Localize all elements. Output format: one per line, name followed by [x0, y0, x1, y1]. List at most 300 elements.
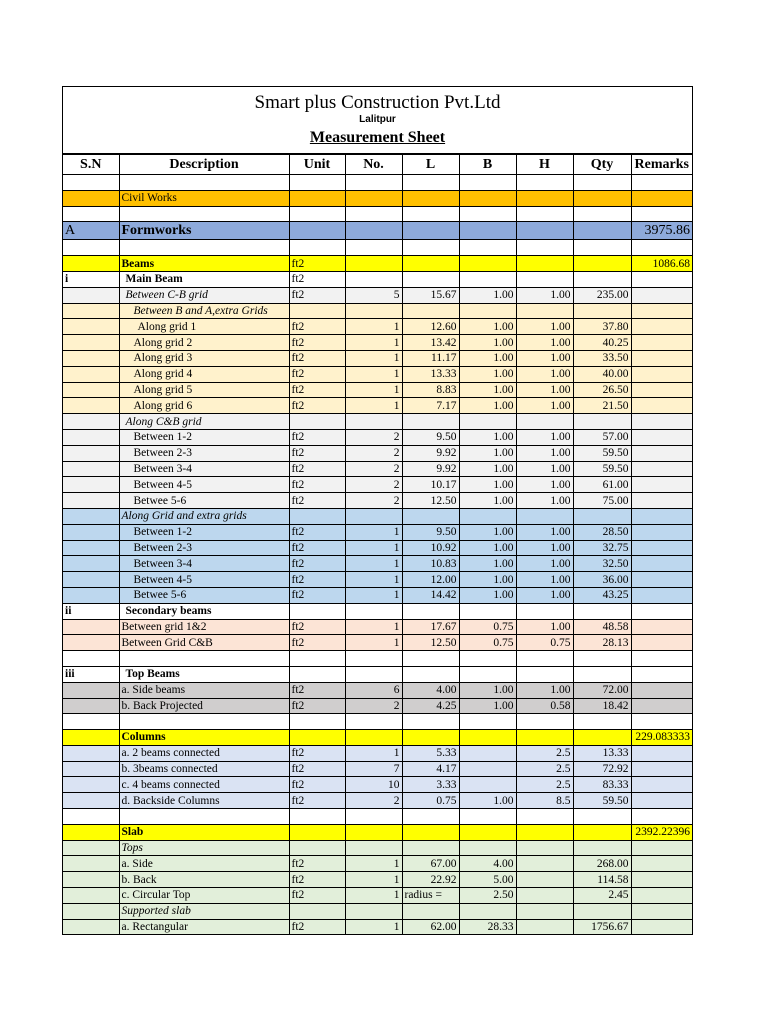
unit-cell: ft2	[289, 287, 345, 303]
unit-cell	[289, 508, 345, 524]
quantity-cell: 40.00	[573, 366, 631, 382]
height-cell: 1.00	[516, 335, 573, 351]
remarks-cell	[631, 698, 692, 714]
table-row	[63, 745, 692, 761]
remarks-cell	[631, 271, 692, 287]
length-cell: 11.17	[402, 350, 459, 366]
description-cell: Between 1-2	[119, 429, 289, 445]
description-cell: Between 3-4	[119, 461, 289, 477]
quantity-cell: 26.50	[573, 382, 631, 398]
description-cell	[119, 206, 289, 222]
height-cell: 1.00	[516, 461, 573, 477]
remarks-cell	[631, 477, 692, 493]
count-cell: 1	[345, 587, 402, 603]
unit-cell	[289, 824, 345, 840]
sn-cell	[63, 856, 119, 872]
count-cell: 2	[345, 493, 402, 509]
count-cell	[345, 271, 402, 287]
table-row	[63, 587, 692, 603]
sn-cell	[63, 730, 119, 746]
unit-cell	[289, 903, 345, 919]
quantity-cell: 43.25	[573, 587, 631, 603]
quantity-cell	[573, 508, 631, 524]
height-cell: 1.00	[516, 382, 573, 398]
quantity-cell	[573, 414, 631, 430]
sn-cell: i	[63, 271, 119, 287]
breadth-cell: 2.50	[459, 888, 516, 904]
count-cell: 1	[345, 635, 402, 651]
sn-cell	[63, 635, 119, 651]
description-cell	[119, 714, 289, 730]
description-cell: c. Circular Top	[119, 888, 289, 904]
breadth-cell: 0.75	[459, 619, 516, 635]
table-row	[63, 777, 692, 793]
description-cell: Betwee 5-6	[119, 587, 289, 603]
description-cell: b. Back	[119, 872, 289, 888]
breadth-cell	[459, 206, 516, 222]
remarks-cell	[631, 398, 692, 414]
table-row	[63, 414, 692, 430]
breadth-cell: 1.00	[459, 524, 516, 540]
quantity-cell: 13.33	[573, 745, 631, 761]
sn-cell	[63, 524, 119, 540]
length-cell: 13.33	[402, 366, 459, 382]
height-cell: 0.75	[516, 635, 573, 651]
sn-cell	[63, 493, 119, 509]
length-cell: 12.50	[402, 635, 459, 651]
length-cell	[402, 603, 459, 619]
table-row	[63, 222, 692, 240]
unit-cell: ft2	[289, 698, 345, 714]
breadth-cell	[459, 256, 516, 272]
table-row	[63, 603, 692, 619]
remarks-cell	[631, 761, 692, 777]
count-cell: 1	[345, 319, 402, 335]
description-cell: a. Rectangular	[119, 919, 289, 935]
height-cell: 1.00	[516, 477, 573, 493]
table-row	[63, 572, 692, 588]
length-cell	[402, 190, 459, 206]
col-header-h: H	[516, 155, 573, 175]
count-cell: 2	[345, 461, 402, 477]
breadth-cell: 4.00	[459, 856, 516, 872]
remarks-cell	[631, 666, 692, 682]
count-cell	[345, 730, 402, 746]
description-cell: b. Back Projected	[119, 698, 289, 714]
sn-cell	[63, 587, 119, 603]
unit-cell: ft2	[289, 761, 345, 777]
sn-cell	[63, 477, 119, 493]
description-cell	[119, 240, 289, 256]
length-cell: 22.92	[402, 872, 459, 888]
height-cell: 1.00	[516, 493, 573, 509]
count-cell	[345, 303, 402, 319]
unit-cell: ft2	[289, 477, 345, 493]
height-cell	[516, 256, 573, 272]
remarks-cell: 229.083333	[631, 730, 692, 746]
length-cell	[402, 240, 459, 256]
sn-cell	[63, 651, 119, 667]
sn-cell	[63, 240, 119, 256]
table-row	[63, 382, 692, 398]
col-header-description: Description	[119, 155, 289, 175]
table-row	[63, 856, 692, 872]
remarks-cell	[631, 587, 692, 603]
col-header-b: B	[459, 155, 516, 175]
sn-cell: iii	[63, 666, 119, 682]
count-cell: 1	[345, 556, 402, 572]
height-cell	[516, 840, 573, 856]
description-cell: Formworks	[119, 222, 289, 240]
height-cell	[516, 651, 573, 667]
unit-cell: ft2	[289, 429, 345, 445]
unit-cell: ft2	[289, 635, 345, 651]
quantity-cell	[573, 222, 631, 240]
table-row	[63, 524, 692, 540]
description-cell: Betwee 5-6	[119, 493, 289, 509]
sn-cell	[63, 556, 119, 572]
height-cell	[516, 190, 573, 206]
breadth-cell: 1.00	[459, 698, 516, 714]
remarks-cell	[631, 190, 692, 206]
quantity-cell: 28.13	[573, 635, 631, 651]
unit-cell: ft2	[289, 556, 345, 572]
col-header-sn: S.N	[63, 155, 119, 175]
count-cell	[345, 824, 402, 840]
count-cell: 1	[345, 872, 402, 888]
breadth-cell: 1.00	[459, 398, 516, 414]
length-cell	[402, 824, 459, 840]
sn-cell	[63, 366, 119, 382]
quantity-cell: 32.75	[573, 540, 631, 556]
table-body	[63, 175, 692, 935]
quantity-cell	[573, 603, 631, 619]
table-row	[63, 793, 692, 809]
quantity-cell	[573, 824, 631, 840]
remarks-cell	[631, 350, 692, 366]
count-cell: 1	[345, 572, 402, 588]
height-cell: 1.00	[516, 682, 573, 698]
description-cell: Between grid 1&2	[119, 619, 289, 635]
quantity-cell	[573, 240, 631, 256]
height-cell	[516, 730, 573, 746]
description-cell: b. 3beams connected	[119, 761, 289, 777]
remarks-cell	[631, 572, 692, 588]
remarks-cell	[631, 635, 692, 651]
quantity-cell	[573, 190, 631, 206]
remarks-cell	[631, 493, 692, 509]
blank-row	[63, 714, 692, 730]
count-cell: 1	[345, 398, 402, 414]
length-cell: 17.67	[402, 619, 459, 635]
height-cell: 1.00	[516, 429, 573, 445]
sn-cell	[63, 445, 119, 461]
length-cell	[402, 222, 459, 240]
count-cell: 2	[345, 698, 402, 714]
table-row	[63, 190, 692, 206]
unit-cell: ft2	[289, 271, 345, 287]
description-cell: Along grid 4	[119, 366, 289, 382]
table-row	[63, 730, 692, 746]
count-cell	[345, 714, 402, 730]
remarks-cell	[631, 872, 692, 888]
length-cell: 0.75	[402, 793, 459, 809]
description-cell: c. 4 beams connected	[119, 777, 289, 793]
remarks-cell: 2392.22396	[631, 824, 692, 840]
remarks-cell	[631, 303, 692, 319]
unit-cell: ft2	[289, 572, 345, 588]
quantity-cell: 21.50	[573, 398, 631, 414]
breadth-cell: 5.00	[459, 872, 516, 888]
height-cell	[516, 414, 573, 430]
quantity-cell	[573, 271, 631, 287]
length-cell	[402, 651, 459, 667]
length-cell: 12.50	[402, 493, 459, 509]
unit-cell	[289, 809, 345, 825]
quantity-cell	[573, 714, 631, 730]
unit-cell: ft2	[289, 493, 345, 509]
length-cell: 12.60	[402, 319, 459, 335]
remarks-cell	[631, 240, 692, 256]
quantity-cell: 59.50	[573, 461, 631, 477]
description-cell: a. Side beams	[119, 682, 289, 698]
length-cell	[402, 840, 459, 856]
remarks-cell	[631, 366, 692, 382]
height-cell	[516, 714, 573, 730]
table-row	[63, 287, 692, 303]
table-row	[63, 256, 692, 272]
sn-cell	[63, 793, 119, 809]
sn-cell	[63, 303, 119, 319]
count-cell	[345, 175, 402, 191]
length-cell: 4.00	[402, 682, 459, 698]
table-row	[63, 824, 692, 840]
quantity-cell: 2.45	[573, 888, 631, 904]
length-cell: 9.50	[402, 524, 459, 540]
description-cell: Main Beam	[119, 271, 289, 287]
remarks-cell	[631, 287, 692, 303]
height-cell: 1.00	[516, 350, 573, 366]
breadth-cell	[459, 824, 516, 840]
description-cell: Between 1-2	[119, 524, 289, 540]
unit-cell	[289, 840, 345, 856]
quantity-cell	[573, 666, 631, 682]
table-row	[63, 666, 692, 682]
breadth-cell: 1.00	[459, 287, 516, 303]
remarks-cell	[631, 603, 692, 619]
blank-row	[63, 240, 692, 256]
description-cell: Civil Works	[119, 190, 289, 206]
sn-cell	[63, 414, 119, 430]
height-cell	[516, 206, 573, 222]
length-cell	[402, 206, 459, 222]
count-cell	[345, 240, 402, 256]
quantity-cell: 59.50	[573, 445, 631, 461]
table-row	[63, 508, 692, 524]
unit-cell: ft2	[289, 682, 345, 698]
length-cell: radius =	[402, 888, 459, 904]
count-cell	[345, 603, 402, 619]
count-cell	[345, 903, 402, 919]
length-cell: 4.25	[402, 698, 459, 714]
quantity-cell	[573, 206, 631, 222]
sn-cell	[63, 745, 119, 761]
height-cell: 1.00	[516, 540, 573, 556]
blank-row	[63, 175, 692, 191]
sn-cell	[63, 319, 119, 335]
measurement-sheet	[62, 86, 693, 935]
company-name: Smart plus Construction Pvt.Ltd	[254, 92, 501, 113]
height-cell: 1.00	[516, 445, 573, 461]
breadth-cell	[459, 761, 516, 777]
column-header-row	[63, 155, 692, 175]
breadth-cell	[459, 714, 516, 730]
count-cell	[345, 414, 402, 430]
breadth-cell: 1.00	[459, 350, 516, 366]
count-cell: 1	[345, 919, 402, 935]
breadth-cell	[459, 651, 516, 667]
table-row	[63, 350, 692, 366]
height-cell	[516, 856, 573, 872]
height-cell: 2.5	[516, 777, 573, 793]
count-cell	[345, 840, 402, 856]
length-cell	[402, 903, 459, 919]
sn-cell	[63, 206, 119, 222]
quantity-cell: 36.00	[573, 572, 631, 588]
sn-cell	[63, 888, 119, 904]
quantity-cell: 72.92	[573, 761, 631, 777]
remarks-cell	[631, 809, 692, 825]
count-cell: 1	[345, 745, 402, 761]
sn-cell	[63, 429, 119, 445]
table-row	[63, 556, 692, 572]
breadth-cell: 1.00	[459, 682, 516, 698]
description-cell: Between 4-5	[119, 572, 289, 588]
remarks-cell	[631, 429, 692, 445]
quantity-cell: 28.50	[573, 524, 631, 540]
sn-cell: A	[63, 222, 119, 240]
breadth-cell: 1.00	[459, 429, 516, 445]
sn-cell	[63, 761, 119, 777]
sn-cell	[63, 287, 119, 303]
remarks-cell	[631, 524, 692, 540]
unit-cell	[289, 714, 345, 730]
sn-cell	[63, 572, 119, 588]
unit-cell: ft2	[289, 540, 345, 556]
remarks-cell	[631, 540, 692, 556]
description-cell: Between 3-4	[119, 556, 289, 572]
count-cell: 2	[345, 477, 402, 493]
unit-cell	[289, 730, 345, 746]
breadth-cell	[459, 271, 516, 287]
breadth-cell	[459, 603, 516, 619]
sn-cell	[63, 508, 119, 524]
height-cell	[516, 175, 573, 191]
col-header-unit: Unit	[289, 155, 345, 175]
description-cell: Between C-B grid	[119, 287, 289, 303]
table-row	[63, 840, 692, 856]
table-row	[63, 461, 692, 477]
quantity-cell	[573, 303, 631, 319]
height-cell	[516, 508, 573, 524]
unit-cell	[289, 206, 345, 222]
breadth-cell	[459, 303, 516, 319]
sn-cell	[63, 903, 119, 919]
table-row	[63, 872, 692, 888]
unit-cell: ft2	[289, 256, 345, 272]
count-cell: 1	[345, 888, 402, 904]
unit-cell: ft2	[289, 888, 345, 904]
count-cell: 1	[345, 366, 402, 382]
count-cell: 1	[345, 524, 402, 540]
unit-cell	[289, 190, 345, 206]
count-cell	[345, 256, 402, 272]
table-row	[63, 303, 692, 319]
table-row	[63, 335, 692, 351]
count-cell: 10	[345, 777, 402, 793]
table-row	[63, 888, 692, 904]
table-row	[63, 429, 692, 445]
breadth-cell	[459, 508, 516, 524]
quantity-cell: 268.00	[573, 856, 631, 872]
unit-cell: ft2	[289, 856, 345, 872]
breadth-cell: 1.00	[459, 793, 516, 809]
length-cell: 9.50	[402, 429, 459, 445]
description-cell: Between 2-3	[119, 540, 289, 556]
description-cell: Supported slab	[119, 903, 289, 919]
height-cell: 1.00	[516, 398, 573, 414]
remarks-cell	[631, 414, 692, 430]
breadth-cell: 28.33	[459, 919, 516, 935]
description-cell: a. 2 beams connected	[119, 745, 289, 761]
description-cell: Tops	[119, 840, 289, 856]
remarks-cell	[631, 888, 692, 904]
length-cell: 14.42	[402, 587, 459, 603]
unit-cell: ft2	[289, 587, 345, 603]
breadth-cell: 1.00	[459, 540, 516, 556]
length-cell	[402, 175, 459, 191]
description-cell: Along grid 2	[119, 335, 289, 351]
description-cell	[119, 809, 289, 825]
quantity-cell	[573, 903, 631, 919]
length-cell: 13.42	[402, 335, 459, 351]
length-cell: 9.92	[402, 461, 459, 477]
length-cell	[402, 666, 459, 682]
breadth-cell	[459, 840, 516, 856]
height-cell	[516, 809, 573, 825]
remarks-cell	[631, 445, 692, 461]
description-cell: Beams	[119, 256, 289, 272]
breadth-cell: 1.00	[459, 556, 516, 572]
unit-cell	[289, 222, 345, 240]
length-cell: 10.92	[402, 540, 459, 556]
sn-cell	[63, 777, 119, 793]
unit-cell: ft2	[289, 619, 345, 635]
unit-cell: ft2	[289, 335, 345, 351]
remarks-cell	[631, 745, 692, 761]
remarks-cell	[631, 651, 692, 667]
length-cell	[402, 714, 459, 730]
quantity-cell: 75.00	[573, 493, 631, 509]
sn-cell	[63, 824, 119, 840]
sn-cell	[63, 382, 119, 398]
breadth-cell	[459, 175, 516, 191]
length-cell	[402, 809, 459, 825]
remarks-cell	[631, 777, 692, 793]
unit-cell: ft2	[289, 350, 345, 366]
table-row	[63, 619, 692, 635]
quantity-cell	[573, 651, 631, 667]
